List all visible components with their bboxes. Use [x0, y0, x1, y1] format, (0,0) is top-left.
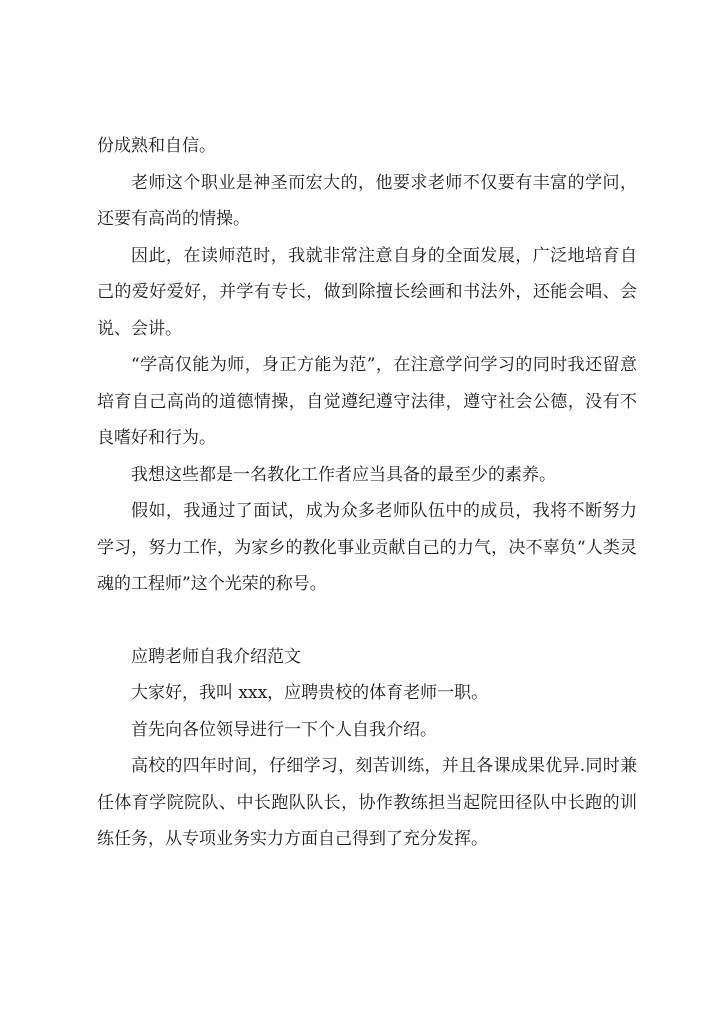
paragraph-greeting: 大家好，我叫 xxx，应聘贵校的体育老师一职。	[131, 683, 489, 703]
paragraph-continuation: 份成熟和自信。	[97, 136, 216, 156]
paragraph-self-development: 因此，在读师范时，我就非常注意自身的全面发展，广泛地培育自己的爱好爱好，并学有专长，做到除擅长绘画和书法外，还能会唱、会说、会讲。	[97, 245, 637, 339]
paragraph-introduction: 首先向各位领导进行一下个人自我介绍。	[131, 719, 437, 740]
paragraph-basic-qualities: 我想这些都是一名教化工作者应当具备的最至少的素养。	[131, 464, 556, 485]
section-title: 应聘老师自我介绍范文	[131, 646, 301, 667]
paragraph-moral-character: “学高仅能为师，身正方能为范”，在注意学问学习的同时我还留意培育自己高尚的道德情操，自觉遵纪遵守法律，遵守社会公德，没有不良嗜好和行为。	[97, 355, 637, 448]
paragraph-commitment: 假如，我通过了面试，成为众多老师队伍中的成员，我将不断努力学习，努力工作，为家乡的教化事业贡献自己的力气，决不辜负“人类灵魂的工程师”这个光荣的称号。	[97, 501, 637, 594]
paragraph-teacher-profession: 老师这个职业是神圣而宏大的，他要求老师不仅要有丰富的学问，还要有高尚的情操。	[97, 172, 637, 229]
paragraph-university-experience: 高校的四年时间，仔细学习，刻苦训练，并且各课成果优异.同时兼任体育学院院队、中长跑队队长，协作教练担当起院田径队中长跑的训练任务，从专项业务实力方面自己得到了充分发挥。	[97, 756, 637, 849]
document-body	[97, 128, 637, 858]
section-spacer	[97, 603, 637, 639]
